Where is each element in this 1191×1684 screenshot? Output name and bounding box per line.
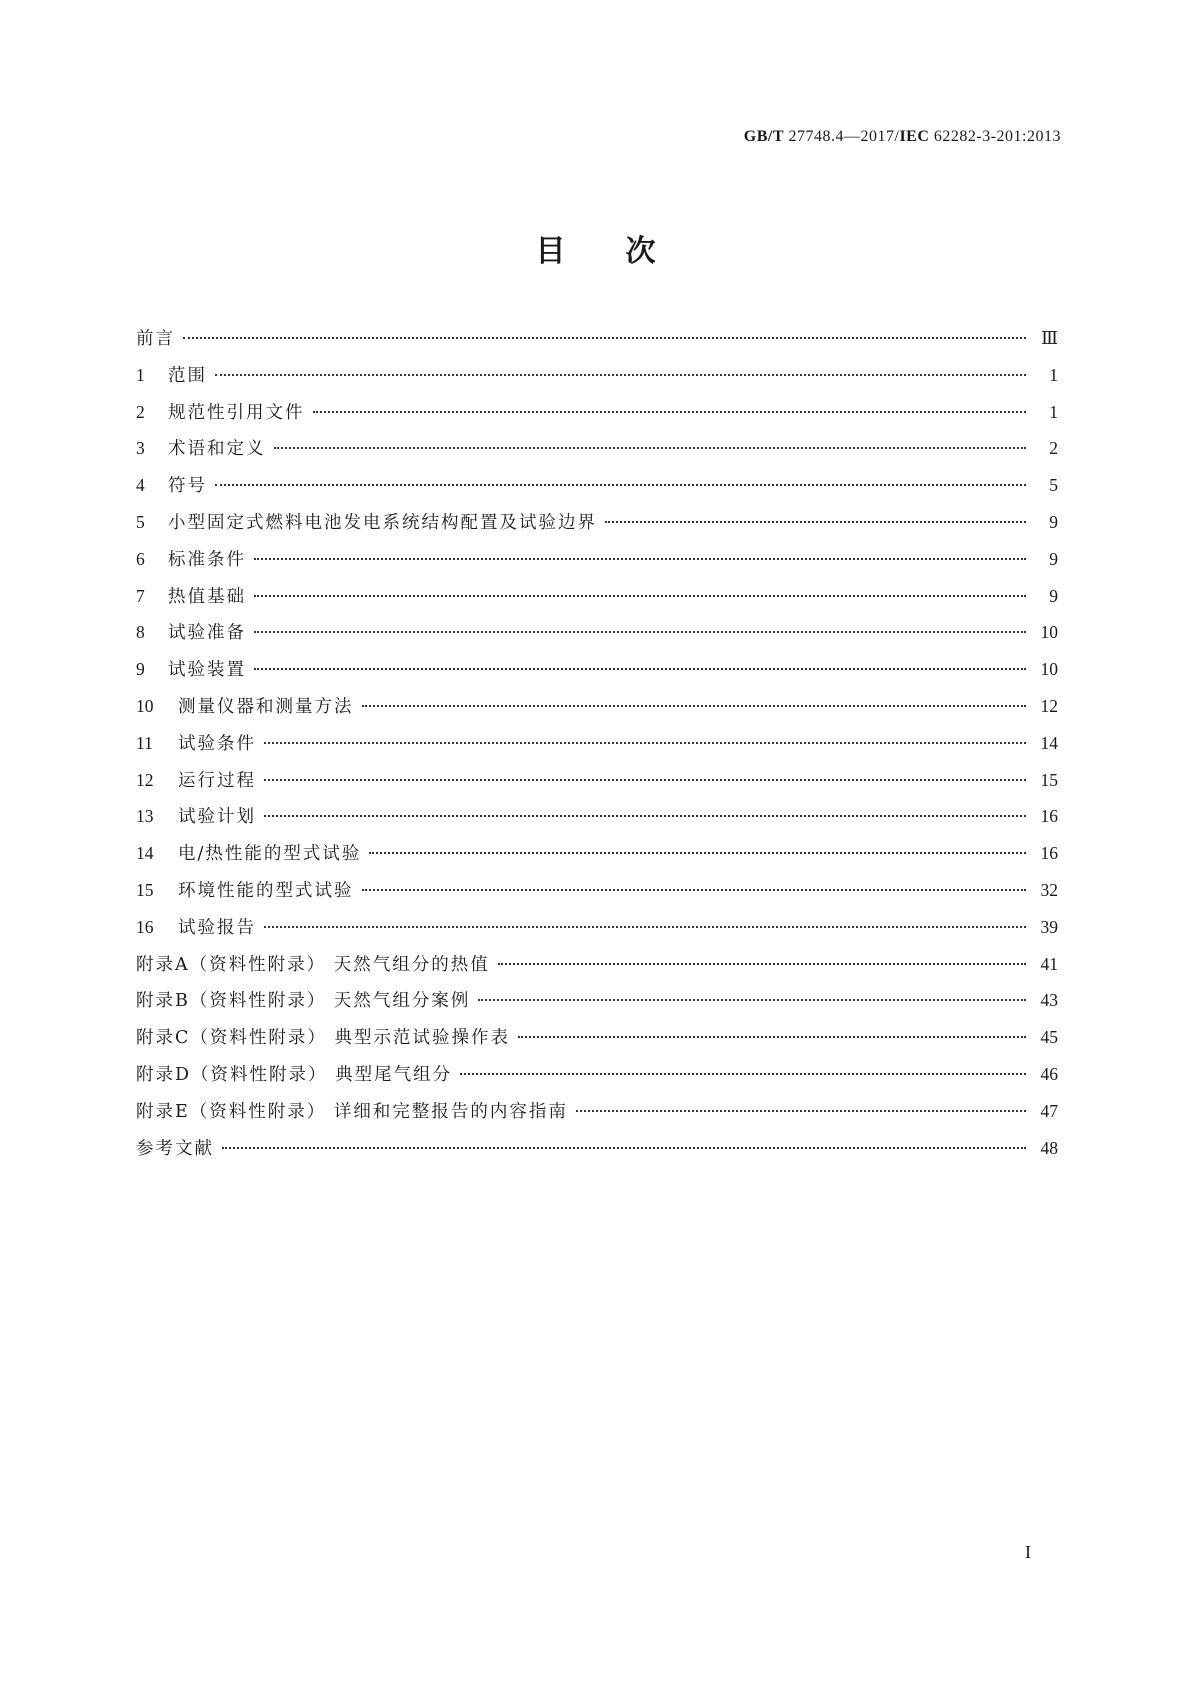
toc-entry[interactable]	[136, 767, 1058, 804]
toc-entry[interactable]	[136, 656, 1058, 693]
toc-entry-label	[136, 987, 470, 1012]
toc-entry-page: 43	[1040, 990, 1058, 1011]
toc-entry-label	[136, 583, 246, 608]
toc-entry-number: 13	[136, 806, 154, 827]
toc-entry-label	[136, 546, 246, 571]
toc-entry-page: 10	[1040, 622, 1058, 643]
toc-entry[interactable]	[136, 583, 1058, 620]
standard-prefix: GB/T	[743, 128, 784, 145]
toc-entry-label	[136, 877, 354, 902]
toc-entry-label	[136, 951, 490, 976]
toc-leader-dots	[215, 374, 1026, 376]
toc-entry-label	[136, 803, 256, 828]
toc-entry[interactable]	[136, 399, 1058, 436]
toc-entry-page: 16	[1040, 843, 1058, 864]
toc-entry-number: 11	[136, 732, 153, 753]
toc-entry-page: 9	[1049, 548, 1058, 569]
toc-entry-label	[136, 399, 305, 424]
toc-entry-label	[136, 435, 266, 460]
toc-entry-title: 术语和定义	[168, 439, 266, 460]
toc-entry-number: 8	[136, 622, 145, 643]
toc-entry-title: 附录D（资料性附录） 典型尾气组分	[136, 1064, 453, 1085]
table-of-contents	[136, 325, 1058, 1171]
toc-entry-title: 试验条件	[178, 733, 256, 754]
toc-entry-page: 1	[1049, 401, 1058, 422]
toc-entry-title: 试验装置	[168, 660, 246, 681]
toc-entry-title: 测量仪器和测量方法	[178, 696, 354, 717]
page-title: 目次	[535, 234, 716, 269]
toc-leader-dots	[369, 852, 1026, 854]
toc-entry-page: 10	[1040, 659, 1058, 680]
toc-entry-title: 参考文献	[136, 1138, 214, 1159]
toc-entry-number: 1	[136, 364, 145, 385]
toc-entry[interactable]	[136, 435, 1058, 472]
toc-entry[interactable]	[136, 1098, 1058, 1135]
page-number: I	[1025, 1542, 1031, 1562]
toc-entry[interactable]	[136, 1135, 1058, 1172]
toc-entry-page: 32	[1040, 879, 1058, 900]
toc-entry-page: 45	[1040, 1027, 1058, 1048]
toc-entry-number: 12	[136, 769, 154, 790]
toc-entry-title: 规范性引用文件	[168, 402, 305, 423]
toc-entry-label	[136, 1061, 452, 1086]
toc-entry-title: 试验计划	[178, 807, 256, 828]
toc-leader-dots	[183, 337, 1026, 339]
toc-entry[interactable]	[136, 803, 1058, 840]
toc-entry-label	[136, 472, 207, 497]
toc-entry-title: 附录C（资料性附录） 典型示范试验操作表	[136, 1028, 510, 1049]
toc-entry[interactable]	[136, 877, 1058, 914]
toc-entry-page: 41	[1040, 953, 1058, 974]
toc-entry-number: 9	[136, 659, 145, 680]
toc-entry-number: 5	[136, 511, 145, 532]
toc-entry-page: 15	[1040, 769, 1058, 790]
toc-entry-title: 前言	[136, 329, 175, 349]
toc-entry-label	[136, 767, 256, 792]
toc-entry-page: 14	[1040, 732, 1058, 753]
toc-entry-title: 运行过程	[178, 770, 256, 791]
toc-entry-page: 12	[1040, 695, 1058, 716]
toc-entry[interactable]	[136, 1024, 1058, 1061]
toc-entry-number: 2	[136, 401, 145, 422]
toc-entry[interactable]	[136, 914, 1058, 951]
toc-entry[interactable]	[136, 730, 1058, 767]
toc-leader-dots	[264, 779, 1026, 781]
toc-entry-page: 47	[1040, 1100, 1058, 1121]
toc-entry-page: 16	[1040, 806, 1058, 827]
toc-leader-dots	[362, 705, 1027, 707]
toc-leader-dots	[518, 1036, 1026, 1038]
toc-leader-dots	[264, 926, 1026, 928]
toc-entry[interactable]	[136, 1061, 1058, 1098]
toc-entry-title: 环境性能的型式试验	[178, 880, 354, 901]
toc-entry[interactable]	[136, 693, 1058, 730]
toc-entry[interactable]	[136, 362, 1058, 399]
toc-leader-dots	[576, 1110, 1026, 1112]
toc-entry-title: 范围	[168, 365, 207, 386]
toc-entry[interactable]	[136, 325, 1058, 362]
toc-entry-page: 5	[1049, 475, 1058, 496]
toc-entry-title: 试验准备	[168, 623, 246, 644]
toc-entry-title: 试验报告	[178, 917, 256, 938]
toc-entry-number: 15	[136, 879, 154, 900]
toc-entry-label	[136, 730, 256, 755]
toc-entry-number: 4	[136, 475, 145, 496]
toc-entry-page: 1	[1049, 364, 1058, 385]
toc-entry-label	[136, 914, 256, 939]
toc-entry-page: 39	[1040, 916, 1058, 937]
toc-leader-dots	[362, 889, 1027, 891]
toc-entry[interactable]	[136, 987, 1058, 1024]
toc-entry-label	[136, 362, 207, 387]
standard-code-header	[744, 128, 1061, 146]
toc-entry-page: 9	[1049, 585, 1058, 606]
toc-entry-label	[136, 693, 354, 718]
toc-entry-title: 标准条件	[168, 549, 246, 570]
toc-leader-dots	[215, 484, 1026, 486]
toc-entry-page: Ⅲ	[1041, 328, 1058, 348]
toc-entry-label	[136, 840, 361, 865]
iec-number: 62282-3-201:2013	[929, 128, 1061, 145]
toc-entry-title: 电/热性能的型式试验	[178, 844, 362, 865]
toc-entry-number: 6	[136, 548, 145, 569]
toc-entry-page: 46	[1040, 1063, 1058, 1084]
toc-entry-number: 14	[136, 843, 154, 864]
toc-entry-page: 9	[1049, 511, 1058, 532]
toc-leader-dots	[254, 631, 1026, 633]
toc-leader-dots	[254, 668, 1026, 670]
toc-leader-dots	[254, 558, 1026, 560]
toc-leader-dots	[605, 521, 1026, 523]
toc-entry-label	[136, 325, 175, 350]
toc-entry-title: 小型固定式燃料电池发电系统结构配置及试验边界	[168, 512, 597, 533]
toc-entry-page: 2	[1049, 438, 1058, 459]
toc-entry[interactable]	[136, 509, 1058, 546]
toc-entry-label	[136, 1024, 510, 1049]
toc-entry[interactable]	[136, 472, 1058, 509]
toc-entry-number: 3	[136, 438, 145, 459]
toc-entry-label	[136, 1098, 568, 1123]
toc-entry-title: 附录B（资料性附录） 天然气组分案例	[136, 991, 471, 1012]
toc-leader-dots	[254, 595, 1026, 597]
toc-entry-title: 符号	[168, 476, 207, 497]
toc-leader-dots	[498, 963, 1026, 965]
iec-prefix: IEC	[899, 128, 930, 145]
toc-entry-title: 热值基础	[168, 586, 246, 607]
toc-entry-number: 10	[136, 695, 154, 716]
toc-leader-dots	[460, 1073, 1026, 1075]
toc-entry[interactable]	[136, 619, 1058, 656]
toc-entry-label	[136, 509, 597, 534]
toc-leader-dots	[264, 815, 1026, 817]
toc-leader-dots	[274, 447, 1027, 449]
toc-entry-page: 48	[1040, 1137, 1058, 1158]
toc-entry-label	[136, 656, 246, 681]
toc-entry-label	[136, 1135, 214, 1160]
toc-leader-dots	[264, 742, 1026, 744]
toc-entry[interactable]	[136, 546, 1058, 583]
toc-leader-dots	[478, 999, 1026, 1001]
standard-number: 27748.4—2017/	[783, 128, 900, 145]
toc-entry[interactable]	[136, 840, 1058, 877]
toc-entry-title: 附录A（资料性附录） 天然气组分的热值	[136, 954, 490, 975]
toc-entry-label	[136, 619, 246, 644]
toc-entry-number: 16	[136, 916, 154, 937]
toc-leader-dots	[222, 1147, 1026, 1149]
toc-entry[interactable]	[136, 951, 1058, 988]
toc-entry-title: 附录E（资料性附录） 详细和完整报告的内容指南	[136, 1101, 568, 1122]
toc-entry-number: 7	[136, 585, 145, 606]
toc-leader-dots	[313, 411, 1027, 413]
